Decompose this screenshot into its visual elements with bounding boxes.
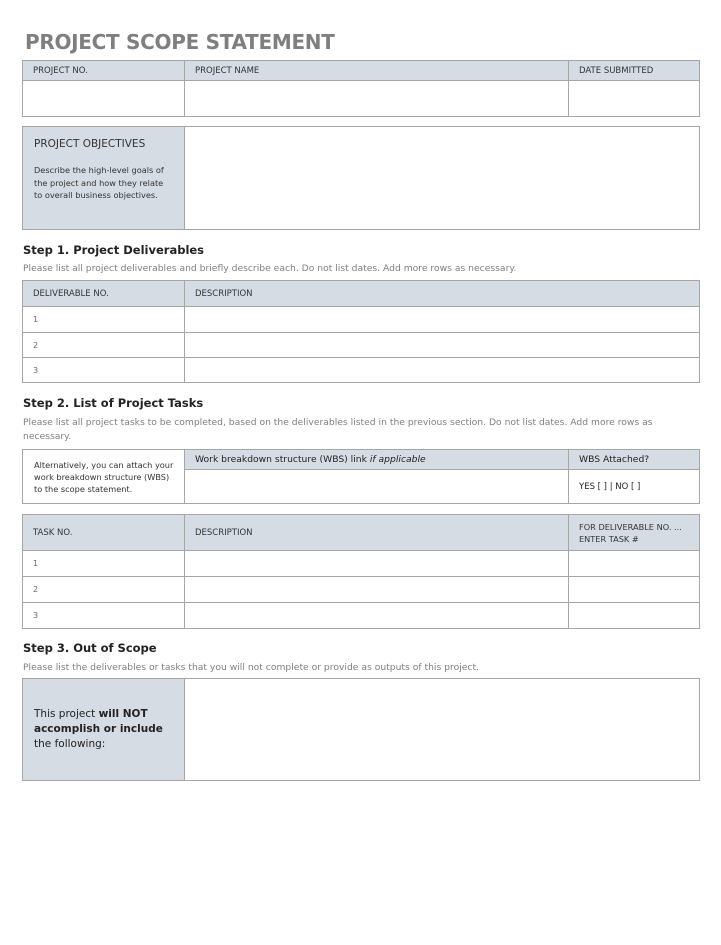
wbs-link-field[interactable]	[185, 470, 569, 504]
table-row	[23, 577, 700, 603]
task-no-cell[interactable]: 2	[23, 577, 185, 603]
objectives-label-cell	[23, 127, 185, 230]
objectives-description: Describe the high-level goals of the project and how they relate to overall business objectives.	[34, 165, 164, 200]
wbs-note-cell	[23, 450, 185, 504]
step3-heading: Step 3. Out of Scope	[23, 641, 157, 655]
task-deliverable-cell[interactable]	[569, 577, 700, 603]
task-description-cell[interactable]	[185, 577, 569, 603]
objectives-table	[22, 126, 700, 230]
for-deliverable-header: FOR DELIVERABLE NO. ... ENTER TASK #	[569, 515, 700, 551]
project-name-field[interactable]	[185, 81, 569, 117]
project-name-header: PROJECT NAME	[185, 61, 569, 81]
deliverable-description-cell[interactable]	[185, 307, 700, 333]
document-title: PROJECT SCOPE STATEMENT	[25, 30, 335, 54]
task-description-cell[interactable]	[185, 603, 569, 629]
date-submitted-header: DATE SUBMITTED	[569, 61, 700, 81]
out-of-scope-table	[22, 678, 700, 781]
deliverables-table	[22, 280, 700, 383]
table-row	[23, 551, 700, 577]
task-no-cell[interactable]: 3	[23, 603, 185, 629]
out-of-scope-field[interactable]	[185, 679, 700, 781]
deliverable-no-cell[interactable]: 3	[23, 358, 185, 383]
step3-instructions: Please list the deliverables or tasks that you will not complete or provide as outputs of this project.	[23, 662, 479, 673]
date-submitted-field[interactable]	[569, 81, 700, 117]
wbs-note: Alternatively, you can attach your work breakdown structure (WBS) to the scope statement.	[34, 459, 174, 494]
objectives-field[interactable]	[185, 127, 700, 230]
deliverable-no-cell[interactable]: 2	[23, 333, 185, 358]
step2-heading: Step 2. List of Project Tasks	[23, 396, 204, 410]
objectives-title: PROJECT OBJECTIVES	[34, 138, 146, 150]
deliverable-no-cell[interactable]: 1	[23, 307, 185, 333]
task-no-header: TASK NO.	[23, 515, 185, 551]
table-row	[23, 603, 700, 629]
step2-instructions: Please list all project tasks to be completed, based on the deliverables listed in the previous section. Do not list dates. Add more rows as necessary.	[23, 417, 653, 442]
deliverable-no-header: DELIVERABLE NO.	[23, 281, 185, 307]
wbs-link-label-italic: if applicable	[369, 454, 426, 465]
out-of-scope-label-suffix: the following:	[34, 738, 106, 750]
wbs-link-header	[185, 450, 569, 470]
out-of-scope-label-prefix: This project	[34, 708, 99, 720]
task-deliverable-cell[interactable]	[569, 551, 700, 577]
header-table	[22, 60, 700, 117]
task-description-cell[interactable]	[185, 551, 569, 577]
task-description-header: DESCRIPTION	[185, 515, 569, 551]
task-no-cell[interactable]: 1	[23, 551, 185, 577]
out-of-scope-label	[34, 707, 176, 752]
step1-instructions: Please list all project deliverables and briefly describe each. Do not list dates. Add more rows as necessary.	[23, 263, 517, 274]
deliverable-description-header: DESCRIPTION	[185, 281, 700, 307]
tasks-table	[22, 514, 700, 629]
deliverable-description-cell[interactable]	[185, 333, 700, 358]
table-row	[23, 307, 700, 333]
wbs-attached-field[interactable]: YES [ ] | NO [ ]	[569, 470, 700, 504]
task-deliverable-cell[interactable]	[569, 603, 700, 629]
table-row	[23, 358, 700, 383]
wbs-link-label: Work breakdown structure (WBS) link	[195, 454, 370, 465]
table-row	[23, 333, 700, 358]
out-of-scope-label-bold: will NOT accomplish or include	[34, 708, 163, 735]
step1-heading: Step 1. Project Deliverables	[23, 243, 205, 257]
project-no-header: PROJECT NO.	[23, 61, 185, 81]
deliverable-description-cell[interactable]	[185, 358, 700, 383]
out-of-scope-label-cell	[23, 679, 185, 781]
wbs-attached-header: WBS Attached?	[569, 450, 700, 470]
wbs-table	[22, 449, 700, 504]
project-no-field[interactable]	[23, 81, 185, 117]
